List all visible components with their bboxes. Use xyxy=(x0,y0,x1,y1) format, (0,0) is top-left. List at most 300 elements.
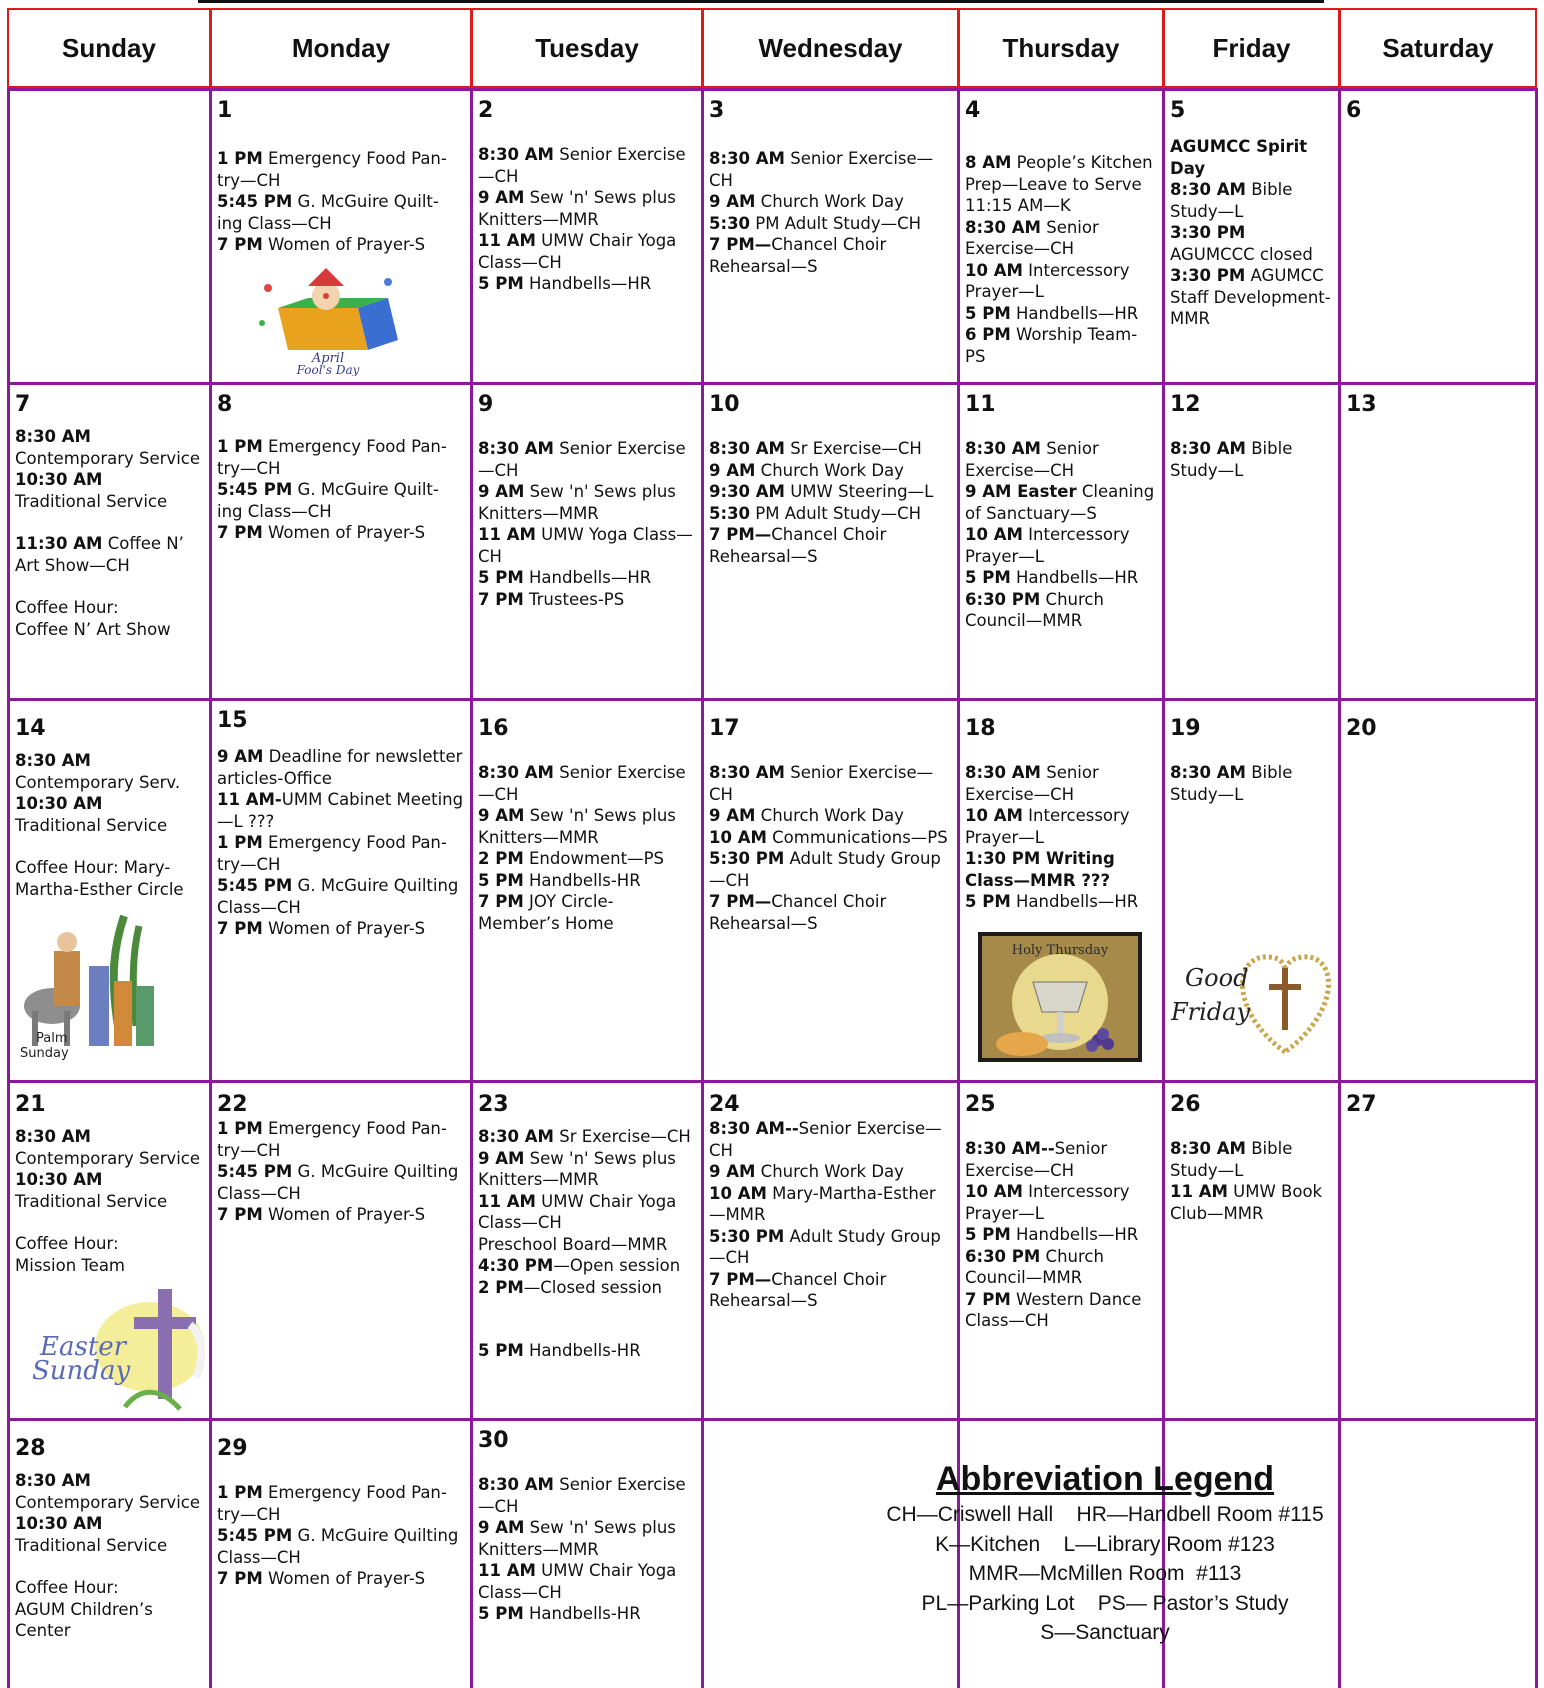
event-time: 7 PM xyxy=(217,1569,263,1588)
event-time: 7 PM xyxy=(217,235,263,254)
grid-horizontal-line xyxy=(7,1080,1538,1083)
event-time: 5:45 PM xyxy=(217,876,293,895)
calendar-event xyxy=(709,762,951,805)
day-number: 7 xyxy=(15,392,31,417)
weekday-header-saturday: Saturday xyxy=(1339,8,1537,88)
calendar-event xyxy=(15,1577,203,1599)
event-time: 10 AM xyxy=(709,827,767,847)
event-description: Sr Exercise—CH xyxy=(784,439,922,458)
calendar-event xyxy=(478,1148,695,1191)
calendar-event xyxy=(15,619,203,641)
event-description: Coffee N’ Art Show xyxy=(15,619,171,639)
event-description: Senior Exercise—CH xyxy=(709,1119,942,1160)
calendar-event xyxy=(478,230,695,273)
calendar-event xyxy=(15,426,203,448)
event-time: 8:30 AM xyxy=(1170,180,1246,199)
calendar-event xyxy=(217,1568,464,1590)
event-description: UMW Chair Yoga Class—CH xyxy=(478,1191,677,1232)
calendar-event xyxy=(709,1118,951,1161)
event-description: Chancel Choir Rehearsal—S xyxy=(709,525,887,566)
legend-line: MMR—McMillen Room #113 xyxy=(968,1562,1242,1585)
calendar-event xyxy=(965,303,1156,325)
event-time: 10:30 AM xyxy=(15,470,103,489)
event-time: 5 PM xyxy=(965,1225,1011,1244)
event-time: 10:30 AM xyxy=(15,1514,103,1533)
event-time: 3:30 PM xyxy=(1170,223,1246,242)
calendar-event xyxy=(1170,1181,1332,1224)
calendar-event xyxy=(217,1482,464,1525)
event-description: Handbells—HR xyxy=(1010,303,1139,323)
event-time: 5:45 PM xyxy=(217,1526,293,1545)
calendar-event xyxy=(15,1513,203,1535)
event-description: Coffee Hour: xyxy=(15,1234,119,1253)
calendar-event xyxy=(15,836,203,857)
event-description: Coffee Hour: xyxy=(15,1578,119,1597)
event-description: Intercessory Prayer—L xyxy=(965,806,1130,847)
calendar-event xyxy=(478,1191,695,1234)
event-time: 8 AM xyxy=(965,153,1012,172)
calendar-event xyxy=(965,891,1156,913)
event-description: Church Work Day xyxy=(755,192,904,211)
calendar-event xyxy=(478,567,695,589)
day-cell xyxy=(474,98,699,295)
event-description: Sew 'n' Sews plus Knitters—MMR xyxy=(478,188,676,229)
day-number: 24 xyxy=(709,1092,740,1117)
day-number: 9 xyxy=(478,392,494,417)
event-time: 5 PM xyxy=(478,1604,524,1623)
legend-line: PL—Parking Lot PS— Pastor’s Study xyxy=(921,1591,1289,1615)
day-cell xyxy=(474,392,699,610)
event-description: Mission Team xyxy=(15,1255,126,1275)
calendar-event xyxy=(217,436,464,479)
event-description: Intercessory Prayer—L xyxy=(965,260,1130,301)
calendar-event xyxy=(709,213,951,235)
event-time: 10:30 AM xyxy=(15,794,103,813)
calendar-event xyxy=(965,567,1156,589)
event-description: G. McGuire Quilting Class—CH xyxy=(217,1526,459,1567)
calendar-event xyxy=(709,1226,951,1269)
day-number: 21 xyxy=(15,1092,46,1117)
event-description: Emergency Food Pan-try—CH xyxy=(217,1483,447,1524)
event-description: UMW Yoga Class—CH xyxy=(478,525,693,566)
event-description: AGUM Children’s Center xyxy=(15,1599,153,1640)
event-time: 8:30 AM xyxy=(709,149,785,168)
grid-vertical-line xyxy=(1162,88,1165,1688)
day-cell xyxy=(11,1436,207,1642)
day-number: 8 xyxy=(217,392,233,417)
calendar-event xyxy=(965,1181,1156,1224)
day-number: 4 xyxy=(965,98,981,123)
event-description: Intercessory Prayer—L xyxy=(965,525,1130,566)
event-time: 7 PM xyxy=(965,1289,1011,1309)
event-description: Contemporary Service xyxy=(15,1148,201,1168)
calendar-event xyxy=(15,750,203,772)
event-time: 9 AM xyxy=(709,1162,756,1181)
calendar-event xyxy=(478,1255,695,1277)
event-time: 8:30 AM xyxy=(709,763,785,782)
april-fools-text-1: April xyxy=(311,351,345,366)
calendar-event xyxy=(15,491,203,513)
weekday-header-tuesday: Tuesday xyxy=(471,8,703,88)
event-time: 1 PM xyxy=(217,833,263,852)
event-description: Handbells-HR xyxy=(523,1604,641,1623)
event-description: Contemporary Service xyxy=(15,448,201,468)
event-time: 8:30 AM xyxy=(15,1471,91,1490)
calendar-event xyxy=(1170,1138,1332,1181)
event-time: 11 AM xyxy=(1170,1182,1228,1201)
event-description: Handbells—HR xyxy=(523,568,652,587)
calendar-event xyxy=(709,1269,951,1312)
day-cell xyxy=(705,716,955,934)
day-number: 15 xyxy=(217,708,248,733)
event-time: 8:30 AM-- xyxy=(709,1119,799,1138)
palm-sunday-text-2: Sunday xyxy=(20,1046,69,1061)
day-number: 29 xyxy=(217,1436,248,1461)
day-cell xyxy=(1342,716,1533,742)
event-description: Western Dance Class—CH xyxy=(965,1289,1142,1330)
day-cell xyxy=(474,1092,699,1362)
event-description: Communications—PS xyxy=(766,827,948,847)
calendar-event xyxy=(709,848,951,891)
event-time: 11 AM xyxy=(478,1561,536,1580)
grid-vertical-line xyxy=(1338,88,1341,1688)
day-number: 22 xyxy=(217,1092,248,1117)
event-time: 3:30 PM xyxy=(1170,266,1246,285)
event-time: 11 AM xyxy=(478,1191,536,1211)
event-time: 7 PM— xyxy=(709,235,772,254)
grid-horizontal-line xyxy=(7,88,1538,91)
calendar-event xyxy=(709,891,951,934)
event-description: G. McGuire Quilt-ing Class—CH xyxy=(217,480,439,521)
calendar-event xyxy=(15,1126,203,1148)
calendar-event xyxy=(965,1224,1156,1246)
event-time: 9 AM xyxy=(709,806,756,825)
event-description: Handbells—HR xyxy=(1010,892,1139,911)
weekday-header-monday: Monday xyxy=(210,8,472,88)
event-description: Church Work Day xyxy=(755,1162,904,1181)
day-cell xyxy=(213,1092,468,1226)
april-fools-text-2: Fool's Day xyxy=(296,363,360,376)
event-time: 10 AM xyxy=(965,1182,1023,1201)
event-description: Sr Exercise—CH xyxy=(553,1127,691,1146)
grid-vertical-line xyxy=(957,88,960,1688)
event-time: 5:30 PM xyxy=(709,1226,785,1246)
calendar-event xyxy=(709,234,951,277)
event-time: 10 AM xyxy=(965,260,1023,280)
calendar-event xyxy=(965,848,1156,891)
event-time: 9 AM xyxy=(709,460,756,480)
calendar-event xyxy=(478,1340,695,1362)
weekday-header-wednesday: Wednesday xyxy=(702,8,959,88)
event-time: 7 PM xyxy=(478,892,524,911)
event-time: 2 PM xyxy=(478,1277,524,1297)
event-description: Women of Prayer-S xyxy=(262,1205,426,1224)
event-description: Senior Exercise—CH xyxy=(965,217,1099,258)
legend-line: K—Kitchen L—Library Room #123 xyxy=(935,1532,1275,1556)
calendar-event xyxy=(478,438,695,481)
event-description: Women of Prayer-S xyxy=(262,235,426,254)
day-cell xyxy=(1166,716,1336,805)
calendar-event xyxy=(15,512,203,533)
event-time: 8:30 AM xyxy=(1170,439,1246,458)
grid-vertical-line xyxy=(7,88,10,1688)
event-time: 6 PM xyxy=(965,325,1011,344)
palm-sunday-clipart xyxy=(14,906,166,1062)
event-time: 7 PM— xyxy=(709,892,772,911)
event-time: 1 PM xyxy=(217,149,263,168)
event-time: 1 PM xyxy=(217,1119,263,1138)
good-friday-clipart xyxy=(1165,928,1341,1060)
event-description: Traditional Service xyxy=(15,1191,168,1211)
day-number: 19 xyxy=(1170,716,1201,741)
calendar-event xyxy=(15,772,203,794)
calendar-event xyxy=(1170,438,1332,481)
event-description: PM Adult Study—CH xyxy=(750,503,922,523)
event-time: 10 AM xyxy=(709,1183,767,1203)
event-description: Handbells-HR xyxy=(523,870,641,890)
calendar-event xyxy=(1170,179,1332,222)
good-friday-text-1: Good xyxy=(1185,964,1249,992)
calendar-event xyxy=(217,479,464,522)
event-time: 11:30 AM xyxy=(15,534,103,553)
day-number: 11 xyxy=(965,392,996,417)
event-description: Senior Exercise—CH xyxy=(965,1139,1108,1180)
calendar-event xyxy=(217,746,464,789)
event-description: Mary-Martha-Esther—MMR xyxy=(709,1183,936,1224)
day-number: 10 xyxy=(709,392,740,417)
day-cell xyxy=(1342,392,1533,418)
event-time: 9 AM Easter xyxy=(965,482,1077,501)
calendar-event xyxy=(217,832,464,875)
event-time: 9 AM xyxy=(478,1518,525,1537)
day-cell xyxy=(11,392,207,640)
calendar-event xyxy=(15,1212,203,1233)
event-description: Cleaning of Sanctuary—S xyxy=(965,482,1155,523)
calendar-event xyxy=(965,481,1156,524)
event-time: 11 AM xyxy=(478,231,536,250)
calendar-event xyxy=(478,1298,695,1319)
day-number: 16 xyxy=(478,716,509,741)
calendar-event xyxy=(15,576,203,597)
calendar-event xyxy=(709,191,951,213)
calendar-event xyxy=(965,217,1156,260)
event-time: 7 PM xyxy=(217,1205,263,1224)
calendar-event xyxy=(217,789,464,832)
event-description: Women of Prayer-S xyxy=(262,919,426,938)
calendar-event xyxy=(709,1161,951,1183)
legend-line: S—Sanctuary xyxy=(1040,1621,1170,1644)
event-description: Sew 'n' Sews plus Knitters—MMR xyxy=(478,806,676,847)
calendar-event xyxy=(709,805,951,827)
event-time: 5 PM xyxy=(478,568,524,587)
calendar-event xyxy=(15,815,203,837)
event-description: Trustees-PS xyxy=(523,589,625,609)
calendar-event xyxy=(15,1191,203,1213)
calendar-event xyxy=(15,597,203,619)
day-number: 30 xyxy=(478,1428,509,1453)
event-description: Senior Exercise—CH xyxy=(478,439,686,480)
day-cell xyxy=(11,1092,207,1276)
event-description: Senior Exercise—CH xyxy=(965,439,1099,480)
event-time: 6:30 PM xyxy=(965,1246,1041,1266)
calendar-event xyxy=(217,875,464,918)
event-description: Emergency Food Pan-try—CH xyxy=(217,437,447,478)
holy-thursday-clipart xyxy=(978,932,1142,1062)
calendar-event xyxy=(709,503,951,525)
calendar-event xyxy=(478,1234,695,1256)
event-time: 5 PM xyxy=(478,274,524,293)
day-cell xyxy=(1166,98,1336,330)
day-cell xyxy=(11,716,207,900)
calendar-event xyxy=(478,1560,695,1603)
calendar-event xyxy=(709,481,951,503)
day-cell xyxy=(213,1436,468,1590)
event-time: 1 PM xyxy=(217,1483,263,1502)
event-description: Bible Study—L xyxy=(1170,763,1293,804)
calendar-event xyxy=(15,469,203,491)
event-time: 5:45 PM xyxy=(217,192,293,211)
event-description: Coffee Hour: xyxy=(15,598,119,617)
day-number: 6 xyxy=(1346,98,1362,123)
day-cell xyxy=(961,716,1160,913)
calendar-event xyxy=(478,1319,695,1340)
event-description: Women of Prayer-S xyxy=(262,1569,426,1588)
event-time: 5:45 PM xyxy=(217,480,293,499)
day-cell xyxy=(213,708,468,940)
calendar-event xyxy=(478,144,695,187)
event-description: Chancel Choir Rehearsal—S xyxy=(709,892,887,933)
event-time: 2 PM xyxy=(478,849,524,868)
calendar-event xyxy=(217,234,464,256)
event-time: 9:30 AM xyxy=(709,482,785,501)
event-time: 9 AM xyxy=(478,1148,525,1168)
event-time: 8:30 AM xyxy=(478,763,554,782)
calendar-event xyxy=(1170,222,1332,244)
calendar-event xyxy=(15,1255,203,1277)
calendar-event xyxy=(709,524,951,567)
event-description: Senior Exercise—CH xyxy=(965,763,1099,804)
calendar-event xyxy=(1170,762,1332,805)
event-description: Deadline for newsletter articles-Office xyxy=(217,747,463,788)
event-description: Worship Team-PS xyxy=(965,325,1138,366)
calendar-event xyxy=(1170,265,1332,330)
calendar-event xyxy=(217,148,464,191)
day-number: 3 xyxy=(709,98,725,123)
event-description: Emergency Food Pan-try—CH xyxy=(217,833,447,874)
day-cell xyxy=(705,98,955,277)
event-description: Bible Study—L xyxy=(1170,180,1293,221)
event-description: Emergency Food Pan-try—CH xyxy=(217,149,447,190)
day-number: 27 xyxy=(1346,1092,1377,1117)
event-time: 5:45 PM xyxy=(217,1162,293,1181)
event-description: AGUMCCC closed xyxy=(1170,244,1313,264)
calendar-event xyxy=(15,1470,203,1492)
calendar-event xyxy=(478,891,695,934)
calendar-event xyxy=(478,1126,695,1148)
calendar-event xyxy=(965,152,1156,217)
event-description: Emergency Food Pan-try—CH xyxy=(217,1119,447,1160)
event-time: 8:30 AM xyxy=(478,439,554,458)
calendar-event xyxy=(709,1183,951,1226)
day-number: 18 xyxy=(965,716,996,741)
calendar-event xyxy=(965,1289,1156,1332)
event-description: JOY Circle-Member’s Home xyxy=(478,892,614,933)
event-description: AGUMCC Staff Development-MMR xyxy=(1170,266,1331,328)
event-description: G. McGuire Quilting Class—CH xyxy=(217,1162,459,1203)
calendar-event xyxy=(478,1474,695,1517)
event-description: Adult Study Group—CH xyxy=(709,1226,941,1267)
event-time: 8:30 AM xyxy=(965,217,1041,237)
event-time: 8:30 AM-- xyxy=(965,1139,1055,1158)
calendar-event xyxy=(709,148,951,191)
event-time: 8:30 AM xyxy=(965,439,1041,458)
holy-thursday-text: Holy Thursday xyxy=(1011,943,1109,958)
grid-horizontal-line xyxy=(7,382,1538,385)
event-time: 5 PM xyxy=(478,870,524,890)
event-description: Contemporary Service xyxy=(15,1492,201,1512)
day-number: 26 xyxy=(1170,1092,1201,1117)
calendar-event xyxy=(709,460,951,482)
event-description: Traditional Service xyxy=(15,815,168,835)
grid-vertical-line xyxy=(1535,88,1538,1688)
day-cell xyxy=(474,1428,699,1625)
event-description: Sew 'n' Sews plus Knitters—MMR xyxy=(478,1518,676,1559)
day-number: 12 xyxy=(1170,392,1201,417)
calendar-event xyxy=(965,762,1156,805)
calendar-event xyxy=(965,1246,1156,1289)
calendar-event xyxy=(15,793,203,815)
day-number: 5 xyxy=(1170,98,1186,123)
calendar-event xyxy=(478,805,695,848)
event-time: 1:30 PM Writing Class—MMR ??? xyxy=(965,849,1115,890)
day-number: 1 xyxy=(217,98,233,123)
good-friday-text-2: Friday xyxy=(1171,998,1251,1026)
event-time: 8:30 AM xyxy=(478,1127,554,1146)
event-time: 9 AM xyxy=(478,188,525,207)
event-description: Senior Exercise—CH xyxy=(709,149,934,190)
calendar-event xyxy=(15,1535,203,1557)
event-description: Senior Exercise—CH xyxy=(478,1475,686,1516)
event-time: 8:30 AM xyxy=(1170,1139,1246,1158)
april-fools-clipart xyxy=(248,268,408,376)
event-time: 7 PM xyxy=(478,589,524,609)
event-time: 5:30 xyxy=(709,213,751,233)
event-description: Church Council—MMR xyxy=(965,589,1104,630)
event-time: 9 AM xyxy=(709,192,756,211)
legend-title: Abbreviation Legend xyxy=(935,1460,1275,1498)
calendar-event xyxy=(478,848,695,870)
event-time: 10:30 AM xyxy=(15,1170,103,1189)
event-time: 8:30 AM xyxy=(15,427,91,446)
event-time: 8:30 AM xyxy=(965,763,1041,782)
calendar-event xyxy=(965,260,1156,303)
event-description: Traditional Service xyxy=(15,1535,168,1555)
easter-sunday-text-1: Easter xyxy=(40,1332,127,1362)
calendar-event xyxy=(217,1161,464,1204)
event-description: Contemporary Serv. xyxy=(15,772,181,792)
easter-sunday-clipart xyxy=(30,1287,210,1415)
calendar-event xyxy=(478,589,695,611)
weekday-header-thursday: Thursday xyxy=(958,8,1164,88)
event-time: 5 PM xyxy=(965,303,1011,323)
event-description: Sew 'n' Sews plus Knitters—MMR xyxy=(478,482,676,523)
grid-vertical-line xyxy=(470,88,473,1688)
day-cell xyxy=(961,392,1160,632)
event-time: 8:30 AM xyxy=(478,1475,554,1494)
event-time: 8:30 AM xyxy=(15,751,91,770)
calendar-event xyxy=(965,805,1156,848)
day-cell xyxy=(1166,392,1336,481)
